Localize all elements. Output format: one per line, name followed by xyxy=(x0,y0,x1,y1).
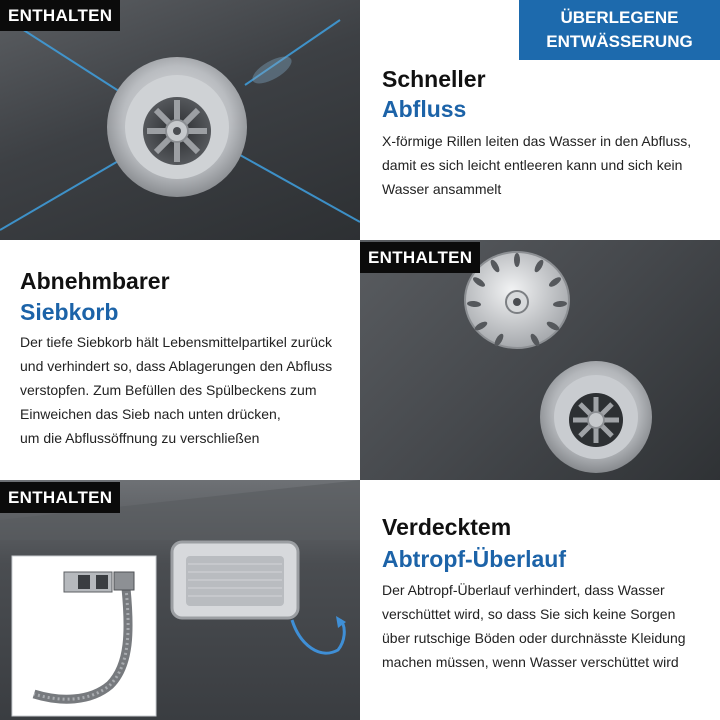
overflow-illustration xyxy=(0,480,360,720)
section3-description xyxy=(382,578,686,674)
banner-line-2: ENTWÄSSERUNG xyxy=(546,32,693,51)
drain-photo-panel xyxy=(0,0,360,240)
section3-line: verschüttet wird, so dass Sie sich keine Sorgen xyxy=(382,606,676,622)
sink-drain-illustration xyxy=(0,0,360,240)
section2-line: und verhindert so, dass Ablagerungen den Abfluss xyxy=(20,358,333,374)
section2-line: verstopfen. Zum Befüllen des Spülbeckens zum xyxy=(20,382,317,398)
banner-line-1: ÜBERLEGENE xyxy=(560,8,679,27)
included-tag: ENTHALTEN xyxy=(0,0,120,31)
section1-subtitle: Abfluss xyxy=(382,96,467,122)
section2-line: Der tiefe Siebkorb hält Lebensmittelpartikel zurück xyxy=(20,334,333,350)
included-tag: ENTHALTEN xyxy=(0,482,120,513)
section3-title: Verdecktem xyxy=(382,514,512,540)
section1-description xyxy=(382,129,691,201)
included-tag: ENTHALTEN xyxy=(360,242,480,273)
section3-subtitle: Abtropf-Überlauf xyxy=(382,546,566,572)
section3-line: über rutschige Böden oder durchnässte Kleidung xyxy=(382,630,686,646)
section2-subtitle: Siebkorb xyxy=(20,299,119,325)
section1-line: damit es sich leicht entleeren kann und sich kein xyxy=(382,157,683,173)
strainer-photo-panel xyxy=(360,240,720,480)
section2-title: Abnehmbarer xyxy=(20,268,170,294)
strainer-basket-illustration xyxy=(360,240,720,480)
section2-description xyxy=(20,330,332,450)
section1-line: X-förmige Rillen leiten das Wasser in den Abfluss, xyxy=(382,133,692,149)
section2-line: Einweichen das Sieb nach unten drücken, xyxy=(20,406,281,422)
section3-line: Der Abtropf-Überlauf verhindert, dass Wasser xyxy=(382,582,665,598)
overflow-photo-panel xyxy=(0,480,360,720)
section1-line: Wasser ansammelt xyxy=(382,181,502,197)
section1-title: Schneller xyxy=(382,66,486,92)
drainage-banner xyxy=(519,0,720,60)
section2-line: um die Abflussöffnung zu verschließen xyxy=(20,430,260,446)
section3-line: machen müssen, wenn Wasser verschüttet wird xyxy=(382,654,679,670)
